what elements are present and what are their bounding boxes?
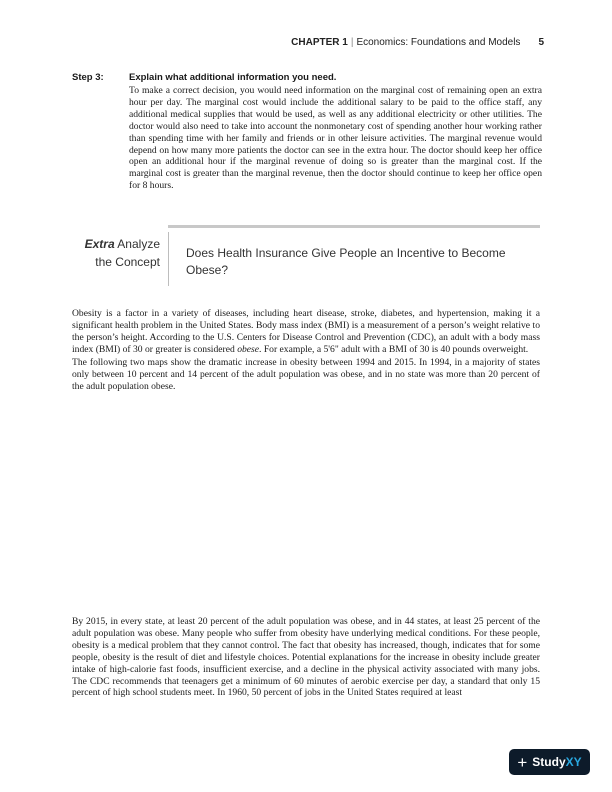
box-vertical-rule [168,232,169,286]
p1-italic-term: obese [237,343,260,355]
section-divider [168,225,540,228]
extra-label-concept: the Concept [95,255,160,269]
chapter-title: Economics: Foundations and Models [356,37,521,48]
extra-label-bold: Extra [84,237,115,251]
step-3-block [72,72,542,192]
paragraph-2015-obesity: By 2015, in every state, at least 20 percent of the adult population was obese, and in 44 states, at least 25 percent of the adult population was obese. Many people who suffer from obesity have underlying medical conditions. For these people, obesity is a medical problem that they cannot control. The fact that obesity has increased, though, indicates that for some people, obesity is the result of diet and lifestyle choices. Potential explanations for the increase in obesity include greater intake of high-calorie fast foods, insufficient exercise, and a decline in the physical activity associated with many jobs. The CDC recommends that teenagers get a minimum of 60 minutes of aerobic exercise per day, a standard that only 15 percent of high school students meet. In 1960, 50 percent of jobs in the United States required at least [72,616,540,699]
chapter-label: CHAPTER 1 [291,37,348,48]
step-label: Step 3: [72,72,104,83]
extra-label-analyze: Analyze [117,237,160,251]
brand-accent: XY [565,755,582,769]
p1-text-before: Obesity is a factor in a variety of diseases, including heart disease, stroke, diabetes, and hypertension, making it a significant health problem in the United States. Body mass index (BMI) is a measurement of a person’s weight relative to the person’s height. According to the U.S. Centers for Disease Control and Prevention (CDC), an adult with a body mass index (BMI) of 30 or greater is considered [72,308,540,355]
brand-main: Study [532,755,566,769]
header-separator: | [350,37,354,48]
paragraph-maps-intro: The following two maps show the dramatic increase in obesity between 1994 and 2015. In 1994, in a majority of states only between 10 percent and 14 percent of the adult population was obese, and in no state was more than 20 percent of the adult population obese. [72,357,540,392]
step-body: To make a correct decision, you would need information on the marginal cost of remaining open an extra hour per day. The marginal cost would include the additional salary to be paid to the office staff, any additional medical supplies that would be used, as well as any additional electricity or other utilities. The doctor would also need to take into account the nonmonetary cost of spending another hour working rather than spending time with her family and friends or in other leisure activities. The marginal revenue would depend on how many more patients the doctor can see in the extra hour. The doctor should keep her office open an additional hour if the marginal revenue of doing so is greater than the marginal cost. If the marginal cost is greater than the marginal revenue, then the doctor should continue to keep her office open for 8 hours. [129,85,542,192]
p1-text-after: . For example, a 5'6" adult with a BMI of 30 is 40 pounds overweight. [259,343,529,355]
extra-title: Does Health Insurance Give People an Incentive to Become Obese? [186,246,506,277]
paragraph-obesity-intro [72,308,540,356]
plus-icon: + [517,752,528,772]
step-heading: Explain what additional information you need. [129,72,337,83]
extra-analyze-label [72,235,160,271]
page-number: 5 [538,37,544,48]
studyxy-badge[interactable] [509,749,590,775]
running-header [291,37,544,48]
